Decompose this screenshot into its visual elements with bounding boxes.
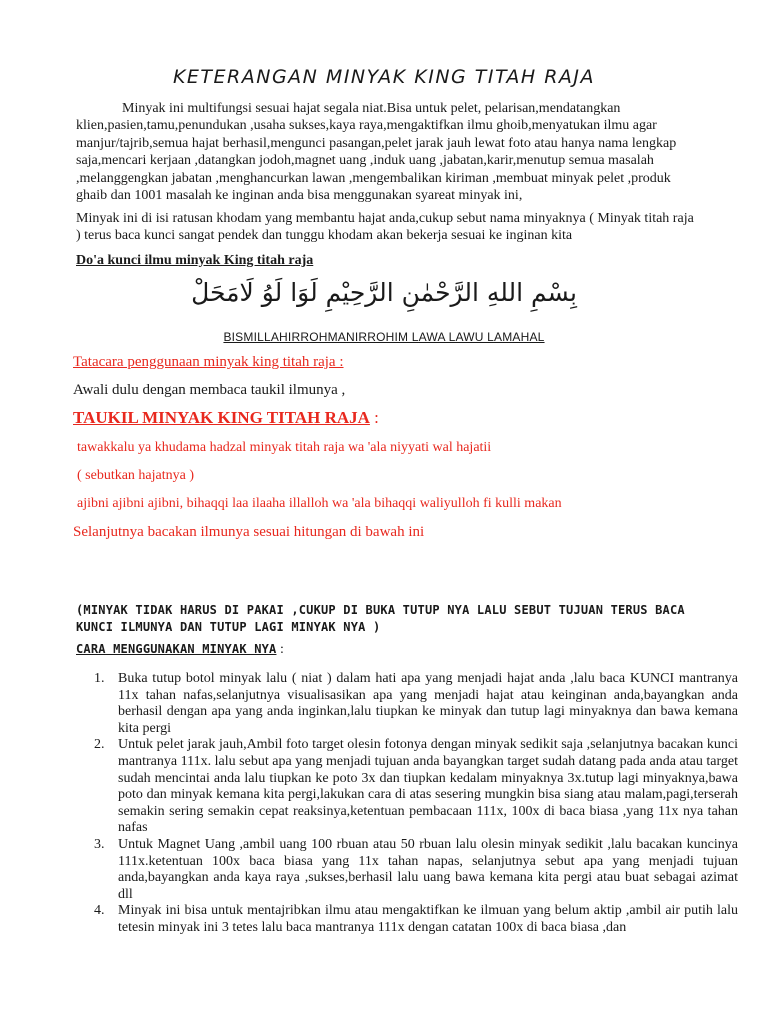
taukil-line: ajibni ajibni ajibni, bihaqqi laa ilaaha illalloh wa 'ala bihaqqi waliyulloh fi kulli makan: [77, 496, 562, 511]
tatacara-heading: Tatacara penggunaan minyak king titah raja :: [73, 354, 344, 370]
arabic-doa: بِسْمِ اللهِ الرَّحْمٰنِ الرَّحِيْمِ لَوَا لَوُ لَامَحَلْ: [191, 278, 577, 307]
awali-text: Awali dulu dengan membaca taukil ilmunya ,: [73, 382, 346, 398]
taukil-heading-row: [73, 408, 379, 428]
list-item-number: 1.: [94, 671, 105, 686]
list-item-text: Minyak ini bisa untuk mentajribkan ilmu atau mengaktifkan ke ilmuan yang belum aktip ,ambil air putih lalu tetesin minyak ini 3 tetes lalu baca mantranya 111x dengan catatan 100x di baca biasa ,dan: [118, 903, 738, 935]
list-item-number: 4.: [94, 903, 105, 919]
taukil-colon: :: [374, 408, 379, 427]
taukil-line: tawakkalu ya khudama hadzal minyak titah raja wa 'ala niyyati wal hajatii: [77, 440, 492, 455]
cara-heading-row: [76, 642, 284, 658]
list-item: [94, 836, 738, 903]
note-text: (MINYAK TIDAK HARUS DI PAKAI ,CUKUP DI BUKA TUTUP NYA LALU SEBUT TUJUAN TERUS BACA KUNCI ILMUNYA DAN TUTUP LAGI MINYAK NYA ): [76, 603, 685, 634]
list-item: [94, 671, 738, 737]
doa-heading: Do'a kunci ilmu minyak King titah raja: [76, 253, 314, 268]
list-item-number: 2.: [94, 737, 105, 753]
list-item-text: Untuk pelet jarak jauh,Ambil foto target olesin fotonya dengan minyak sedikit saja ,selanjutnya bacakan kunci mantranya 111x. lalu sebut apa yang menjadi tujuan anda bayangkan target sudah datang pada anda atau target sudah mencintai anda lalu tiupkan ke poto 3x dan tiupkan kedalam minyaknya 3x.tutup lagi minyaknya,bawa poto dan minyak kemana kita pergi,lakukan cara di atas sesering mungkin bisa siang atau malam,pagi,terserah semakin sering semakin cepat reaksinya,ketentuan pembacaan 111x, 100x di baca biasa ,yang 11x nya tahan nafas: [118, 737, 738, 836]
intro-paragraph: Minyak ini multifungsi sesuai hajat segala niat.Bisa untuk pelet, pelarisan,mendatangkan klien,pasien,tamu,penundukan ,usaha sukses,kaya raya,mengaktifkan ilmu ghoib,menyatukan ilmu agar manjur/tajrib,semua hajat berhasil,mengunci pasangan,pelet jarak jauh lewat foto atau hanya nama lengkap saja,mencari kerjaan ,datangkan jodoh,magnet uang ,induk uang ,jabatan,karir,menutup semua masalah ,melanggengkan jabatan ,menghancurkan lawan ,mengembalikan kiriman ,membuat minyak pelet ,produk ghaib dan 1001 masalah ke inginan anda bisa menggunakan syareat minyak ini,: [76, 101, 677, 204]
cara-colon: :: [279, 642, 284, 657]
list-item: [94, 903, 738, 936]
khodam-paragraph: Minyak ini di isi ratusan khodam yang membantu hajat anda,cukup sebut nama minyaknya ( Minyak titah raja ) terus baca kunci sangat pendek dan tunggu khodam akan bekerja sesuai ke inginan kita: [76, 211, 694, 244]
list-item-number: 3.: [94, 836, 105, 852]
steps-list: [76, 671, 738, 937]
list-item: [94, 737, 738, 837]
taukil-line: Selanjutnya bacakan ilmunya sesuai hitungan di bawah ini: [73, 524, 425, 540]
taukil-heading: TAUKIL MINYAK KING TITAH RAJA: [73, 408, 370, 427]
transliteration: BISMILLAHIRROHMANIRROHIM LAWA LAWU LAMAHAL: [223, 330, 545, 344]
cara-heading: CARA MENGGUNAKAN MINYAK NYA: [76, 642, 277, 656]
page-title: KETERANGAN MINYAK KING TITAH RAJA: [172, 66, 596, 88]
list-item-text: Buka tutup botol minyak lalu ( niat ) dalam hati apa yang menjadi hajat anda ,lalu baca KUNCI mantranya 11x tahan nafas,selanjutnya visualisasikan apa yang menjadi hajat atau keinginan anda,bayangkan anda berhasil dengan apa yang anda inginkan,lalu tiupkan ke minyak dan tutup lagi minyaknya dan bawa kemana kita pergi: [118, 671, 738, 736]
list-item-text: Untuk Magnet Uang ,ambil uang 100 rbuan atau 50 rbuan lalu olesin minyak sedikit ,lalu bacakan kuncinya 111x.ketentuan 100x baca biasa yang 11x tahan napas, selanjutnya sebut apa yang menjadi tujuan anda,bayangkan anda kaya raya ,sukses,berhasil lalu uang bawa kemana kita pergi atau buat sebagai azimat dll: [118, 836, 738, 902]
taukil-line: ( sebutkan hajatnya ): [77, 468, 195, 483]
